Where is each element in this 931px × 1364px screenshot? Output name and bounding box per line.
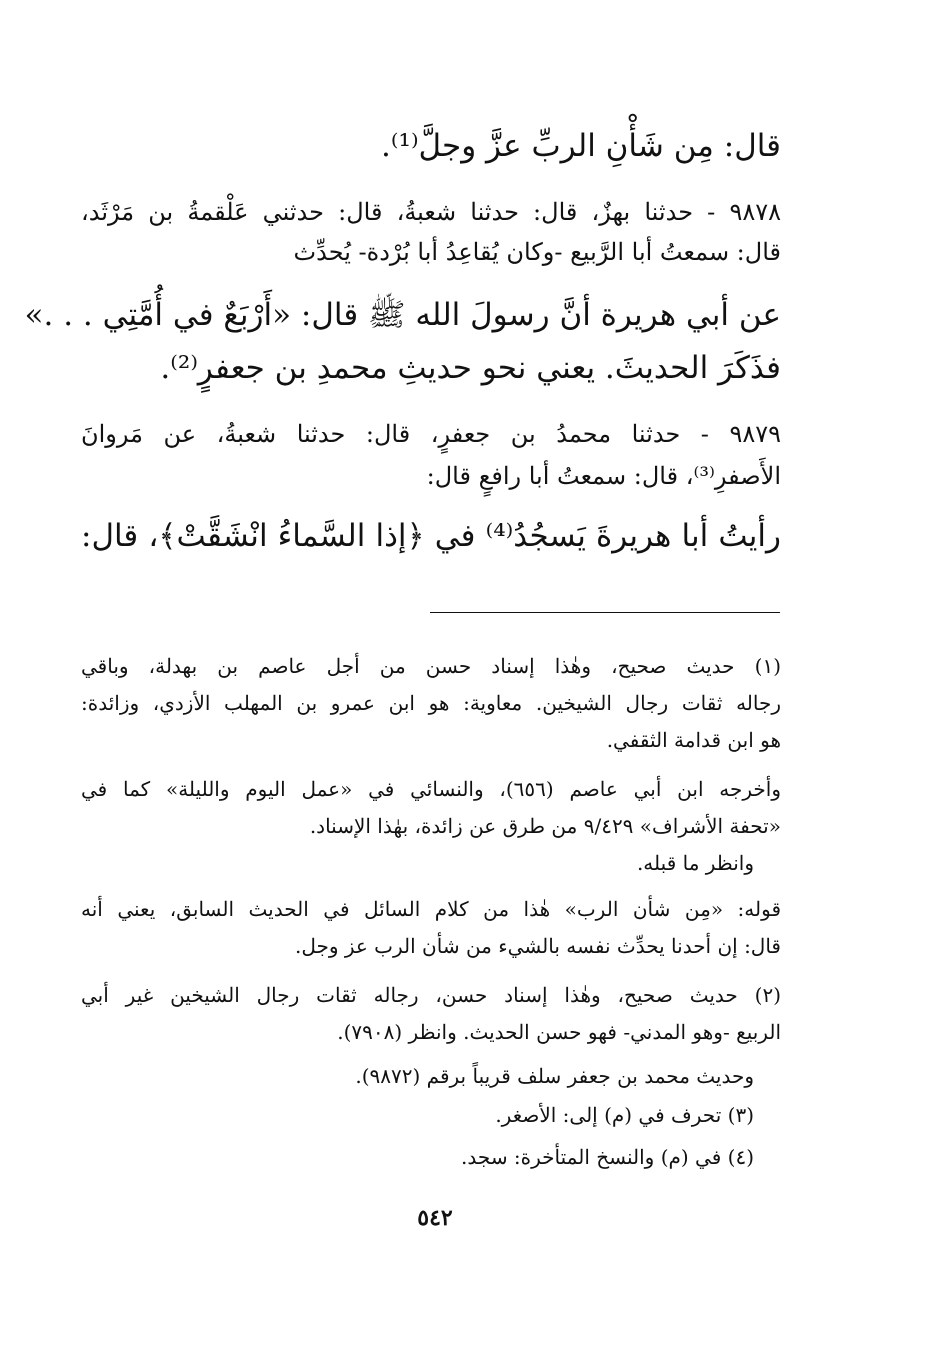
page-number: ٥٤٢ (417, 1205, 453, 1231)
footnote-line-9: (٢) حديث صحيح، وهٰذا إسناد حسن، رجاله ثقات رجال الشيخين غير أبي (81, 983, 781, 1007)
footnote-line-7: قوله: «مِن شأن الرب» هٰذا من كلام السائل في الحديث السابق، يعني أنه (81, 897, 781, 921)
footnote-line-13: (٤) في (م) والنسخ المتأخرة: سجد. (461, 1145, 754, 1169)
footnote-separator (430, 612, 780, 613)
footnote-line-3: هو ابن قدامة الثقفي. (606, 728, 781, 752)
main-line-8: رأيتُ أبا هريرةَ يَسجُدُ⁽⁴⁾ في ﴿إذا السَّماءُ انْشَقَّتْ﴾، قال: (81, 518, 781, 554)
footnote-line-5: «تحفة الأشراف» ٩/٤٢٩ من طرق عن زائدة، بهٰذا الإسناد. (309, 814, 781, 838)
footnote-line-1: (١) حديث صحيح، وهٰذا إسناد حسن من أجل عاصم بن بهدلة، وباقي (81, 654, 781, 678)
footnote-line-10: الربيع -وهو المدني- فهو حسن الحديث. وانظر (٧٩٠٨). (337, 1020, 781, 1044)
footnote-line-6: وانظر ما قبله. (636, 851, 754, 875)
footnote-line-12: (٣) تحرف في (م) إلى: الأصغر. (495, 1103, 754, 1127)
main-line-4: عن أبي هريرة أنَّ رسولَ الله ﷺ قال: «أَرْبَعٌ في أُمَّتِي . . .» (24, 297, 781, 333)
footnote-line-11: وحديث محمد بن جعفر سلف قريباً برقم (٩٨٧٢). (355, 1064, 754, 1088)
main-line-1: قال: مِن شَأْنِ الربِّ عزَّ وجلَّ⁽¹⁾. (381, 128, 781, 164)
main-line-7: الأَصفرِ⁽³⁾، قال: سمعتُ أبا رافعٍ قال: (426, 462, 781, 490)
main-line-6: ٩٨٧٩ - حدثنا محمدُ بن جعفرٍ، قال: حدثنا شعبةُ، عن مَروانَ (81, 420, 781, 448)
main-line-3: قال: سمعتُ أبا الرَّبيع -وكان يُقاعِدُ أبا بُرْدة- يُحدِّث (293, 238, 781, 266)
footnote-line-4: وأخرجه ابن أبي عاصم (٦٥٦)، والنسائي في «عمل اليوم والليلة» كما في (81, 777, 781, 801)
main-line-5: فذَكَرَ الحديثَ. يعني نحو حديثِ محمدِ بن جعفرٍ⁽²⁾. (160, 350, 781, 386)
main-line-2: ٩٨٧٨ - حدثنا بهزٌ، قال: حدثنا شعبةُ، قال: حدثني عَلْقمةُ بن مَرْثَد، (81, 198, 781, 226)
footnote-line-2: رجاله ثقات رجال الشيخين. معاوية: هو ابن عمرو بن المهلب الأزدي، وزائدة: (81, 691, 781, 715)
footnote-line-8: قال: إن أحدنا يحدِّث نفسه بالشيء من شأن الرب عز وجل. (294, 934, 781, 958)
